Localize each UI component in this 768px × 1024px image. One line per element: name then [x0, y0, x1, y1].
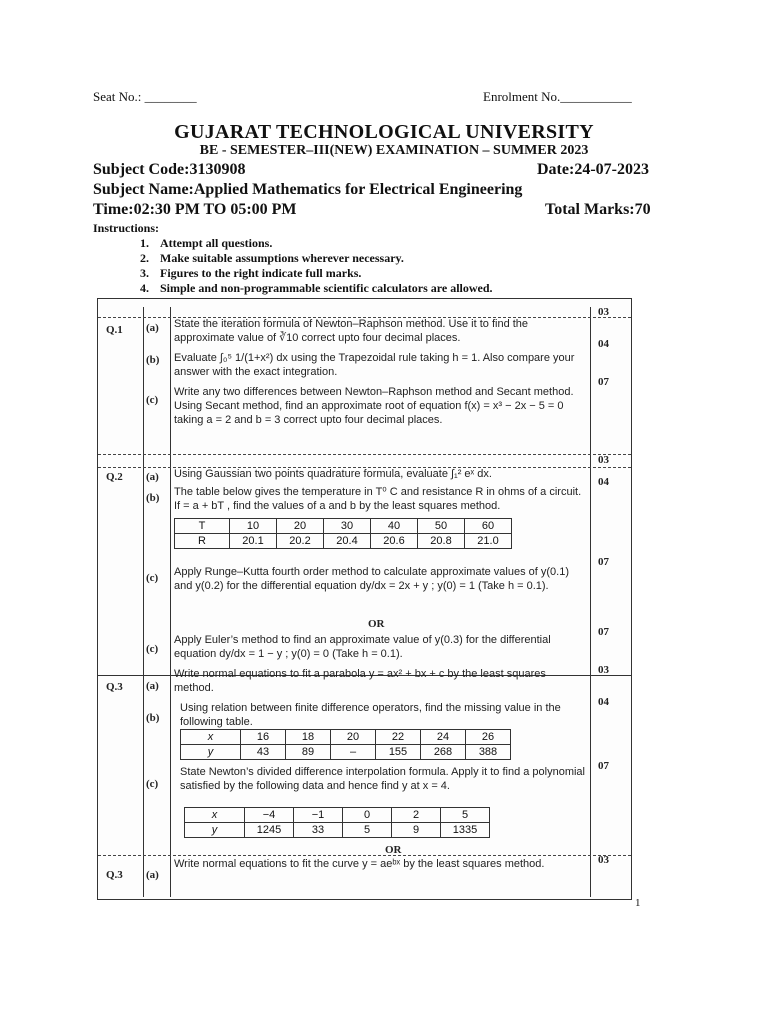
subject-code: Subject Code:3130908: [93, 161, 246, 178]
subject-name: Subject Name:Applied Mathematics for Electrical Engineering: [93, 181, 523, 198]
seat-number-field: Seat No.: ________: [93, 89, 197, 104]
q3-alt-label: Q.3: [106, 869, 123, 881]
q1a-part: (a): [146, 322, 159, 334]
q2c-alt-text: Apply Euler’s method to find an approximate value of y(0.3) for the differential equation dy/dx = 1 − y ; y(0) = 0 (Take h = 0.1).: [174, 634, 551, 660]
q3b-marks: 04: [598, 696, 609, 708]
university-title: GUJARAT TECHNOLOGICAL UNIVERSITY: [174, 121, 594, 143]
q3a-alt-part: (a): [146, 869, 159, 881]
q2c-part: (c): [146, 572, 159, 584]
q1c-marks: 07: [598, 376, 609, 388]
q1c-text: Write any two differences between Newton–Raphson method and Secant method. Using Secant method, find an approximate root of equation f(x) = x³ − 2x − 5 = 0 taking a = 2 and b = 3 correct upto four decimal places.: [174, 386, 574, 426]
temperature-resistance-table: [174, 518, 512, 549]
q1a-marks: 03: [598, 306, 609, 318]
finite-difference-table: [180, 729, 511, 760]
divided-difference-table: [184, 807, 490, 838]
instruction-item: 1. Attempt all questions.: [140, 236, 273, 250]
table-row: y 43 89 – 155 268 388: [181, 745, 511, 760]
q2c-text: Apply Runge–Kutta fourth order method to calculate approximate values of y(0.1) and y(0.2) for the differential equation dy/dx = 2x + y ; y(0) = 1 (Take h = 0.1).: [174, 566, 570, 592]
q2b-text: The table below gives the temperature in T⁰ C and resistance R in ohms of a circuit. If = a + bT , find the values of a and b by the least squares method.: [174, 486, 582, 512]
q1b-part: (b): [146, 354, 160, 366]
q1c-part: (c): [146, 394, 159, 406]
q3b-text: Using relation between finite difference operators, find the missing value in the following table.: [180, 702, 561, 728]
question-paper-scan: [97, 298, 632, 900]
q1b-marks: 04: [598, 338, 609, 350]
q1-label: Q.1: [106, 324, 123, 336]
table-row: y 1245 33 5 9 1335: [185, 823, 490, 838]
exam-title: BE - SEMESTER–III(NEW) EXAMINATION – SUMMER 2023: [199, 143, 589, 158]
instructions-title: Instructions:: [93, 221, 160, 235]
q1a-text: State the iteration formula of Newton–Raphson method. Use it to find the approximate value of ∛10 correct upto four decimal places.: [174, 318, 529, 344]
exam-date: Date:24-07-2023: [537, 161, 649, 178]
q3a-alt-text: Write normal equations to fit the curve y = aeᵇˣ by the least squares method.: [174, 858, 545, 870]
instruction-item: 3. Figures to the right indicate full marks.: [140, 266, 362, 280]
table-row: x 16 18 20 22 24 26: [181, 730, 511, 745]
q2c-alt-part: (c): [146, 643, 159, 655]
q2b-part: (b): [146, 492, 160, 504]
q3-label: Q.3: [106, 681, 123, 693]
q2a-part: (a): [146, 471, 159, 483]
q3a-alt-marks: 03: [598, 854, 609, 866]
instruction-item: 4. Simple and non-programmable scientific calculators are allowed.: [140, 281, 493, 295]
q3c-text: State Newton’s divided difference interpolation formula. Apply it to find a polynomial satisfied by the following data and hence find y at x = 4.: [180, 766, 585, 792]
q2-label: Q.2: [106, 471, 123, 483]
q3a-part: (a): [146, 680, 159, 692]
q2a-marks: 03: [598, 454, 609, 466]
page-number: 1: [635, 897, 641, 909]
q2-or-divider: OR: [368, 618, 385, 630]
q2b-marks: 04: [598, 476, 609, 488]
enrolment-number-field: Enrolment No.___________: [483, 89, 632, 104]
q3a-text: Write normal equations to fit a parabola y = ax² + bx + c by the least squares method.: [174, 668, 546, 694]
q2c-marks: 07: [598, 556, 609, 568]
q3c-marks: 07: [598, 760, 609, 772]
q3-or-divider: OR: [385, 844, 402, 856]
instructions-list: [140, 236, 493, 296]
q3a-marks: 03: [598, 664, 609, 676]
q3b-part: (b): [146, 712, 160, 724]
q1b-text: Evaluate ∫₀⁵ 1/(1+x²) dx using the Trapezoidal rule taking h = 1. Also compare your answer with the exact integration.: [174, 352, 575, 378]
exam-time: Time:02:30 PM TO 05:00 PM: [93, 201, 297, 218]
q3c-part: (c): [146, 778, 159, 790]
q2a-text: Using Gaussian two points quadrature formula, evaluate ∫₁² eˣ dx.: [174, 468, 492, 480]
table-row: T 10 20 30 40 50 60: [175, 519, 512, 534]
table-row: x −4 −1 0 2 5: [185, 808, 490, 823]
instruction-item: 2. Make suitable assumptions wherever necessary.: [140, 251, 404, 265]
q2c-alt-marks: 07: [598, 626, 609, 638]
table-row: R 20.1 20.2 20.4 20.6 20.8 21.0: [175, 534, 512, 549]
total-marks: Total Marks:70: [545, 201, 651, 218]
